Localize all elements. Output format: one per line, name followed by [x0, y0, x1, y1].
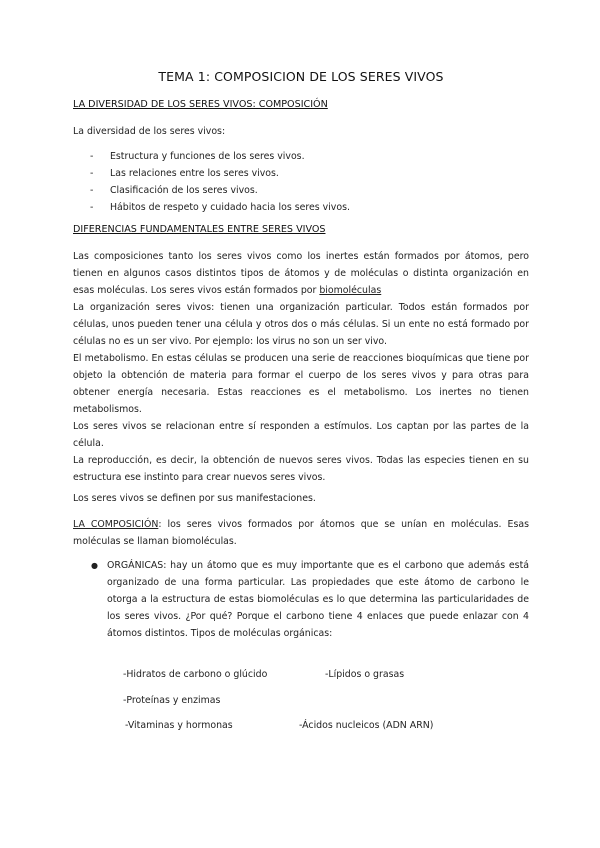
paragraph-reproduction: La reproducción, es decir, la obtención de nuevos seres vivos. Todas las especies tienen en su estructura ese instinto para crear nuevos seres vivos. [73, 455, 529, 483]
list-item: ● ORGÁNICAS: hay un átomo que es muy importante que es el carbono que además está organizado de una forma particular. Las propiedades que este átomo de carbono le otorga a la estructura de estas biomoléculas es lo que determina las particularidades de los seres vivos. ¿Por qué? Porque el carbono tiene 4 enlaces que puede enlazar con 4 átomos distintos. Tipos de moléculas orgánicas: [91, 557, 529, 642]
molecule-item: -Proteínas y enzimas [123, 695, 221, 706]
biomoleculas-link: biomoléculas [319, 285, 382, 296]
page-title: TEMA 1: COMPOSICION DE LOS SERES VIVOS [158, 69, 444, 84]
composition-paragraph: LA COMPOSICIÓN: los seres vivos formados por átomos que se unían en moléculas. Esas moléculas se llaman biomoléculas. [73, 519, 529, 547]
section-heading-differences: DIFERENCIAS FUNDAMENTALES ENTRE SERES VIVOS [73, 224, 326, 235]
list-item: - Las relaciones entre los seres vivos. [90, 165, 350, 182]
paragraph-metabolism: El metabolismo. En estas células se producen una serie de reacciones bioquímicas que tiene por objeto la obtención de materia para formar el cuerpo de los seres vivos y para otras para obtener energía necesaria. Estas reacciones es el metabolismo. Los inertes no tienen metabolismos. [73, 353, 529, 415]
paragraph-relation: Los seres vivos se relacionan entre sí responden a estímulos. Los captan por las partes de la célula. [73, 421, 529, 449]
organicas-label: ORGÁNICAS [107, 560, 164, 571]
molecule-item: -Vitaminas y hormonas [125, 720, 233, 731]
molecule-item: -Ácidos nucleicos (ADN ARN) [299, 720, 434, 731]
molecule-item: -Hidratos de carbono o glúcido [123, 669, 268, 680]
paragraph-composition: Las composiciones tanto los seres vivos como los inertes están formados por átomos, pero tienen en algunos casos distintos tipos de átomos y de moléculas o distinta organización en esas moléculas. Los seres vivos están formados por biomoléculas [73, 251, 529, 296]
paragraph-organization: La organización seres vivos: tienen una organización particular. Todos están formados por células, unos pueden tener una célula y otros dos o más células. Si un ente no está formado por células no es un ser vivo. Por ejemplo: los virus no son un ser vivo. [73, 302, 529, 347]
section-heading-diversity: LA DIVERSIDAD DE LOS SERES VIVOS: COMPOSICIÓN [73, 99, 328, 110]
diversity-list [90, 148, 350, 216]
list-item: - Hábitos de respeto y cuidado hacia los seres vivos. [90, 199, 350, 216]
list-item: - Estructura y funciones de los seres vivos. [90, 148, 350, 165]
list-item: - Clasificación de los seres vivos. [90, 182, 350, 199]
bullet-dot-icon: ● [91, 561, 98, 570]
molecule-item: -Lípidos o grasas [325, 669, 405, 680]
section-heading-composition: LA COMPOSICIÓN [73, 519, 159, 530]
diversity-intro: La diversidad de los seres vivos: [73, 126, 226, 137]
paragraph-manifestations: Los seres vivos se definen por sus manifestaciones. [73, 493, 316, 504]
differences-body [73, 248, 529, 486]
